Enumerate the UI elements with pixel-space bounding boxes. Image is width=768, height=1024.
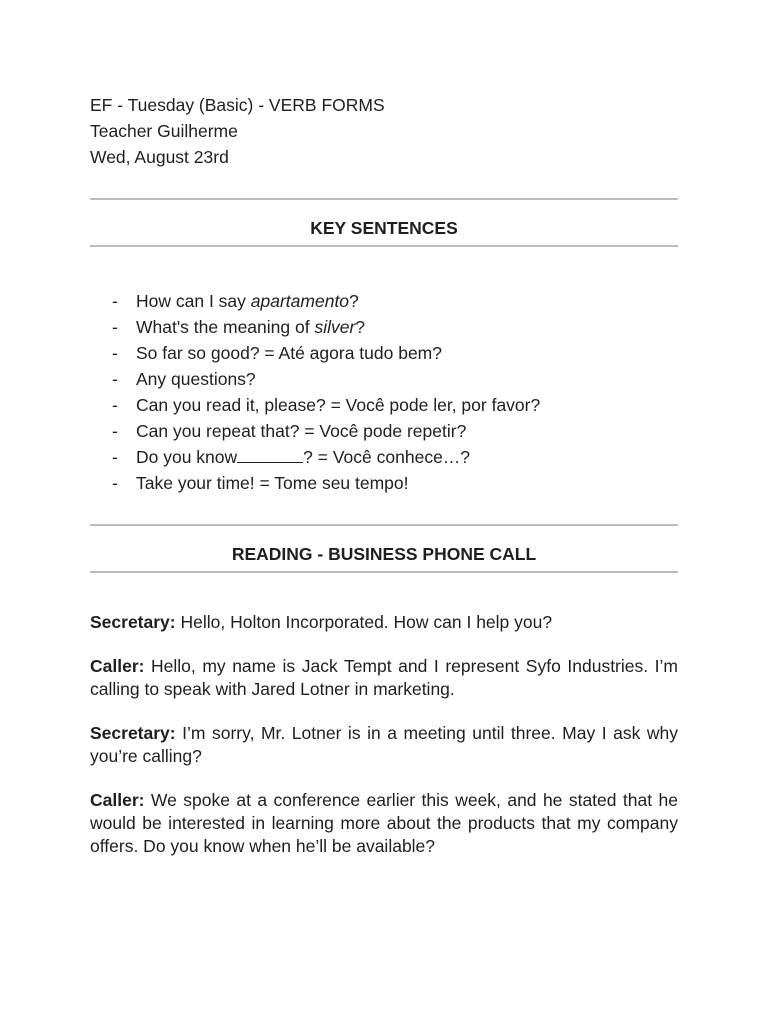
reading-heading: READING - BUSINESS PHONE CALL	[231, 544, 537, 564]
divider	[90, 524, 678, 526]
bullet-dash: -	[112, 291, 118, 311]
list-item	[90, 392, 678, 418]
list-item	[90, 340, 678, 366]
dialogue-text: Hello, my name is Jack Tempt and I represent Syfo Industries. I’m calling to speak with Jared Lotner in marketing.	[90, 656, 678, 699]
list-item	[90, 444, 678, 470]
divider	[90, 571, 678, 573]
key-sentences-list	[90, 288, 678, 496]
sentence-text: Take your time! = Tome seu tempo!	[136, 473, 409, 493]
fill-in-blank	[237, 448, 303, 463]
dialogue-paragraph	[90, 722, 678, 768]
dialogue-text: We spoke at a conference earlier this week, and he stated that he would be interested in learning more about the products that my company offers. Do you know when he’ll be available?	[90, 790, 678, 856]
speaker-label: Secretary:	[90, 723, 176, 743]
list-item	[90, 288, 678, 314]
sentence-text: Do you know	[136, 447, 238, 467]
list-item	[90, 366, 678, 392]
dialogue-paragraph	[90, 655, 678, 701]
sentence-text: ?	[355, 317, 366, 337]
document-page	[90, 92, 678, 858]
sentence-text: Can you repeat that? = Você pode repetir?	[136, 421, 467, 441]
sentence-text: ? = Você conhece…?	[303, 447, 471, 467]
sentence-text: So far so good? = Até agora tudo bem?	[136, 343, 442, 363]
sentence-text: ?	[349, 291, 359, 311]
sentence-italic-word: apartamento	[250, 291, 350, 311]
bullet-dash: -	[112, 395, 118, 415]
sentence-text: How can I say	[136, 291, 251, 311]
dialogue-text: I’m sorry, Mr. Lotner is in a meeting until three. May I ask why you’re calling?	[90, 723, 678, 766]
divider	[90, 245, 678, 247]
sentence-text: Any questions?	[136, 369, 256, 389]
doc-date: Wed, August 23rd	[90, 147, 229, 167]
sentence-text: What's the meaning of	[136, 317, 315, 337]
bullet-dash: -	[112, 447, 118, 467]
list-item	[90, 470, 678, 496]
speaker-label: Secretary:	[90, 612, 176, 632]
bullet-dash: -	[112, 421, 118, 441]
sentence-text: Can you read it, please? = Você pode ler, por favor?	[136, 395, 541, 415]
bullet-dash: -	[112, 369, 118, 389]
bullet-dash: -	[112, 343, 118, 363]
dialogue-text: Hello, Holton Incorporated. How can I help you?	[175, 612, 553, 632]
list-item	[90, 314, 678, 340]
doc-title: EF - Tuesday (Basic) - VERB FORMS	[90, 95, 385, 115]
dialogue-paragraph	[90, 611, 678, 634]
bullet-dash: -	[112, 317, 118, 337]
teacher-name: Teacher Guilherme	[90, 121, 238, 141]
dialogue-paragraph	[90, 789, 678, 858]
speaker-label: Caller:	[90, 656, 145, 676]
speaker-label: Caller:	[90, 790, 145, 810]
divider	[90, 198, 678, 200]
key-sentences-heading: KEY SENTENCES	[310, 218, 458, 238]
list-item	[90, 418, 678, 444]
sentence-italic-word: silver	[314, 317, 356, 337]
bullet-dash: -	[112, 473, 118, 493]
